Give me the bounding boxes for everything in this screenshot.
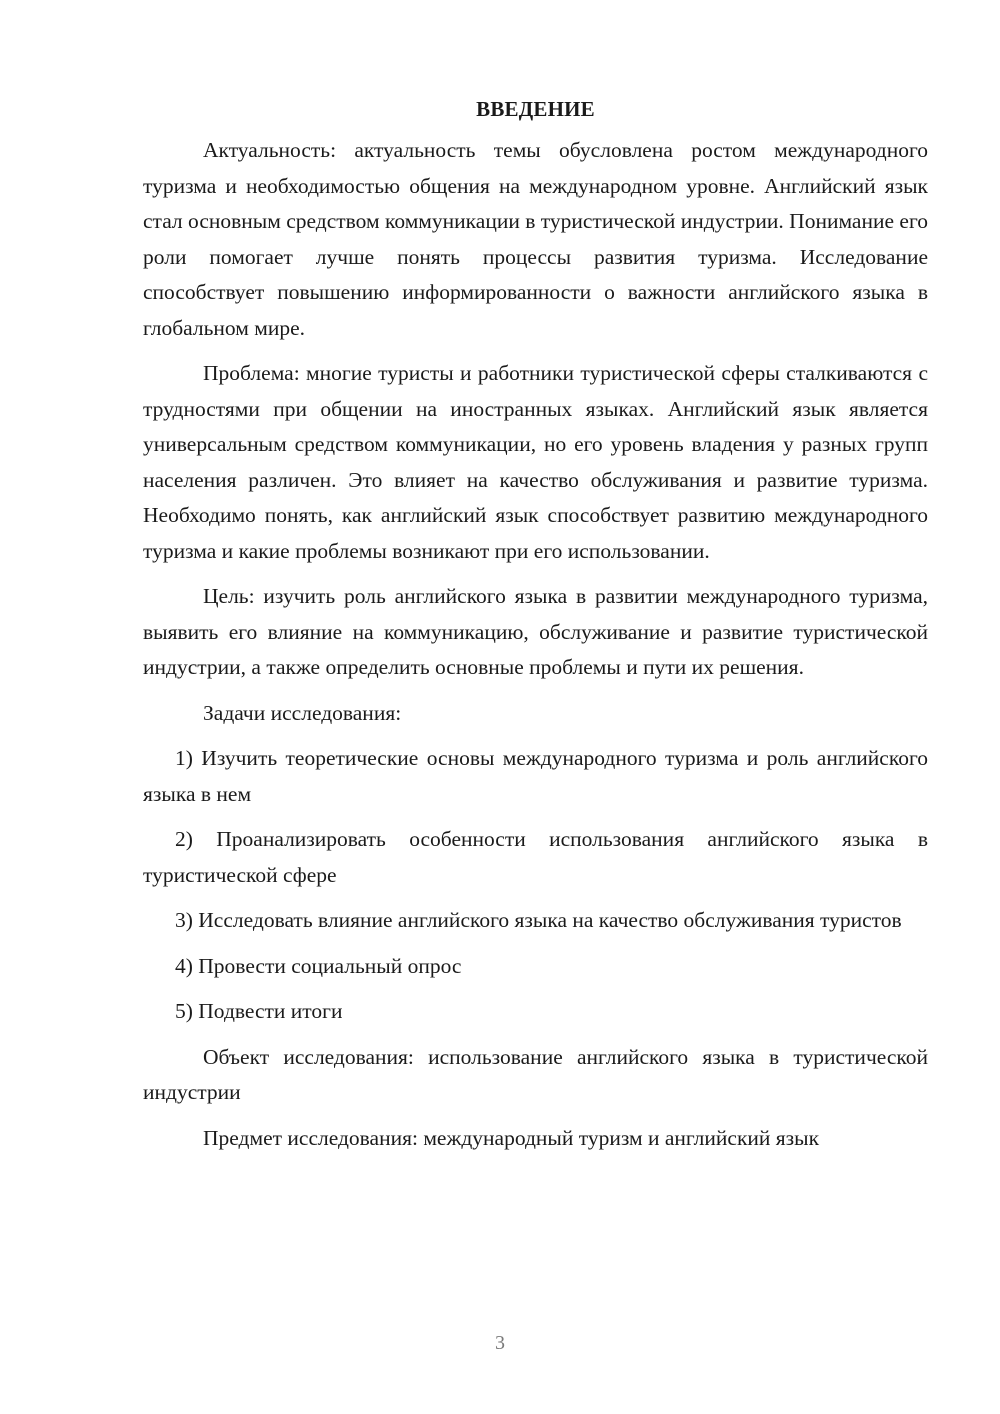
task-item-4: 4) Провести социальный опрос <box>175 953 462 978</box>
subject-paragraph: Предмет исследования: международный туризм и английский язык <box>203 1125 820 1150</box>
problem-paragraph: Проблема: многие туристы и работники туристической сферы сталкиваются с трудностями при общении на иностранных языках. Английский язык является универсальным средством коммуникации, но его уровень владения у разных групп населения различен. Это влияет на качество обслуживания и развитие туризма. Необходимо понять, как английский язык способствует развитию международного туризма и какие проблемы возникают при его использовании. <box>143 361 928 563</box>
task-item-2: 2) Проанализировать особенности использования английского языка в туристической сфере <box>143 827 928 887</box>
page-number: 3 <box>495 1332 505 1354</box>
section-title: ВВЕДЕНИЕ <box>476 97 595 121</box>
relevance-paragraph: Актуальность: актуальность темы обусловлена ростом международного туризма и необходимостью общения на международном уровне. Английский язык стал основным средством коммуникации в туристической индустрии. Понимание его роли помогает лучше понять процессы развития туризма. Исследование способствует повышению информированности о важности английского языка в глобальном мире. <box>143 138 928 340</box>
object-paragraph: Объект исследования: использование английского языка в туристической индустрии <box>143 1044 928 1104</box>
tasks-heading: Задачи исследования: <box>203 700 402 725</box>
document-body <box>143 92 928 1166</box>
task-item-3: 3) Исследовать влияние английского языка на качество обслуживания туристов <box>175 908 902 932</box>
goal-paragraph: Цель: изучить роль английского языка в развитии международного туризма, выявить его влияние на коммуникацию, обслуживание и развитие туристической индустрии, а также определить основные проблемы и пути их решения. <box>143 584 928 679</box>
task-item-1: 1) Изучить теоретические основы международного туризма и роль английского языка в нем <box>143 746 928 806</box>
task-item-5: 5) Подвести итоги <box>175 999 343 1023</box>
